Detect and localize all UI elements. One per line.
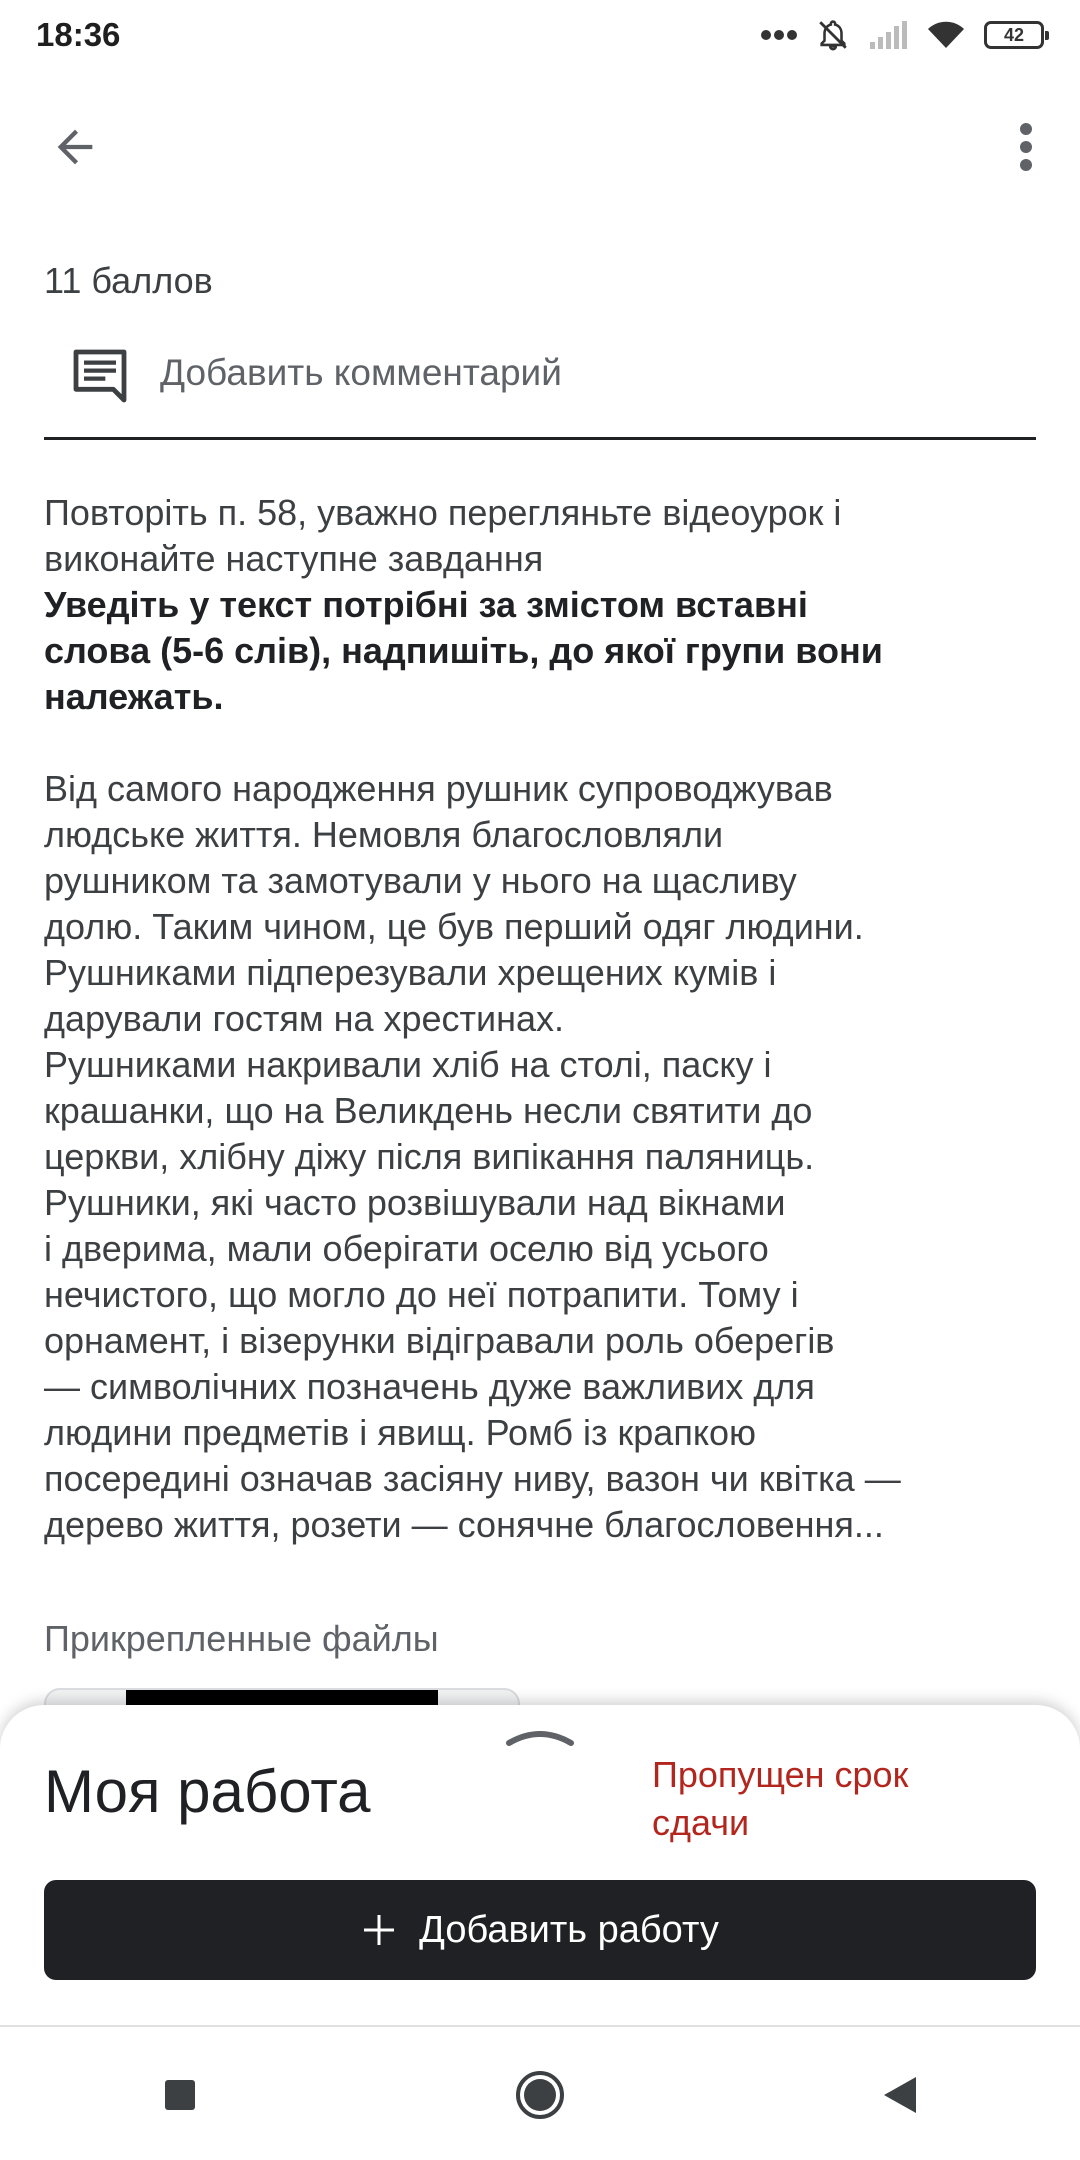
my-work-sheet[interactable]: [0, 1705, 1080, 2035]
text-line: дерево життя, розети — сонячне благословення...: [44, 1504, 884, 1545]
back-nav-button[interactable]: [865, 2060, 935, 2130]
task-line: слова (5-6 слів), надпишіть, до якої групи вони: [44, 630, 883, 671]
intro-line: виконайте наступне завдання: [44, 538, 544, 579]
add-work-label: Добавить работу: [419, 1908, 719, 1951]
task-line: належать.: [44, 676, 224, 717]
text-line: посередині означав засіяну ниву, вазон чи квітка —: [44, 1458, 901, 1499]
recents-button[interactable]: [145, 2060, 215, 2130]
text-line: Рушниками підперезували хрещених кумів і: [44, 952, 777, 993]
comment-icon: [68, 344, 132, 408]
text-line: крашанки, що на Великдень несли святити до: [44, 1090, 813, 1131]
text-line: церкви, хлібну діжу після випікання паляниць.: [44, 1136, 815, 1177]
bell-off-icon: [816, 18, 850, 52]
text-line: Рушниками накривали хліб на столі, паску і: [44, 1044, 772, 1085]
more-options-button[interactable]: [1008, 114, 1044, 180]
missed-status-line: Пропущен срок: [652, 1754, 909, 1795]
text-line: людське життя. Немовля благословляли: [44, 814, 724, 855]
app-bar: [0, 100, 1080, 190]
text-line: людини предметів і явищ. Ромб із крапкою: [44, 1412, 757, 1453]
attached-files-title: Прикрепленные файлы: [44, 1618, 439, 1659]
text-line: дарували гостям на хрестинах.: [44, 998, 565, 1039]
missed-status-badge: [652, 1751, 1012, 1847]
text-line: Від самого народження рушник супроводжував: [44, 768, 833, 809]
task-line: Уведіть у текст потрібні за змістом вставні: [44, 584, 808, 625]
missed-status-line: сдачи: [652, 1802, 750, 1843]
assignment-points: 11 баллов: [44, 260, 213, 301]
add-comment-label: Добавить комментарий: [160, 352, 562, 393]
text-line: і дверима, мали оберігати оселю від усього: [44, 1228, 769, 1269]
home-circle-icon: [514, 2069, 566, 2121]
add-comment-row[interactable]: [44, 330, 1036, 440]
battery-level: 42: [1003, 24, 1025, 45]
triangle-back-icon: [882, 2075, 918, 2115]
back-button[interactable]: [42, 114, 108, 180]
status-bar: [0, 0, 1080, 70]
status-time: 18:36: [36, 16, 121, 53]
divider: [0, 2025, 1080, 2027]
more-dots-icon: [760, 29, 798, 41]
signal-icon: [868, 20, 908, 50]
battery-icon: [984, 21, 1044, 49]
text-line: рушником та замотували у нього на щасливу: [44, 860, 797, 901]
assignment-description: [44, 490, 1034, 1548]
wifi-icon: [926, 20, 966, 50]
text-line: — символічних позначень дуже важливих для: [44, 1366, 815, 1407]
intro-line: Повторіть п. 58, уважно перегляньте відеоурок і: [44, 492, 842, 533]
text-line: долю. Таким чином, це був перший одяг людини.: [44, 906, 864, 947]
more-vert-icon: [1018, 121, 1034, 173]
text-line: нечистого, що могло до неї потрапити. Тому і: [44, 1274, 799, 1315]
text-line: орнамент, і візерунки відігравали роль оберегів: [44, 1320, 835, 1361]
status-icons: [760, 18, 1044, 52]
text-line: Рушники, які часто розвішували над вікнами: [44, 1182, 786, 1223]
chevron-up-icon[interactable]: [505, 1723, 575, 1747]
my-work-title: Моя работа: [44, 1758, 371, 1825]
add-work-button[interactable]: [44, 1880, 1036, 1980]
home-button[interactable]: [505, 2060, 575, 2130]
plus-icon: [361, 1912, 397, 1948]
system-nav-bar: [0, 2030, 1080, 2160]
square-icon: [163, 2078, 197, 2112]
arrow-back-icon: [49, 121, 101, 173]
